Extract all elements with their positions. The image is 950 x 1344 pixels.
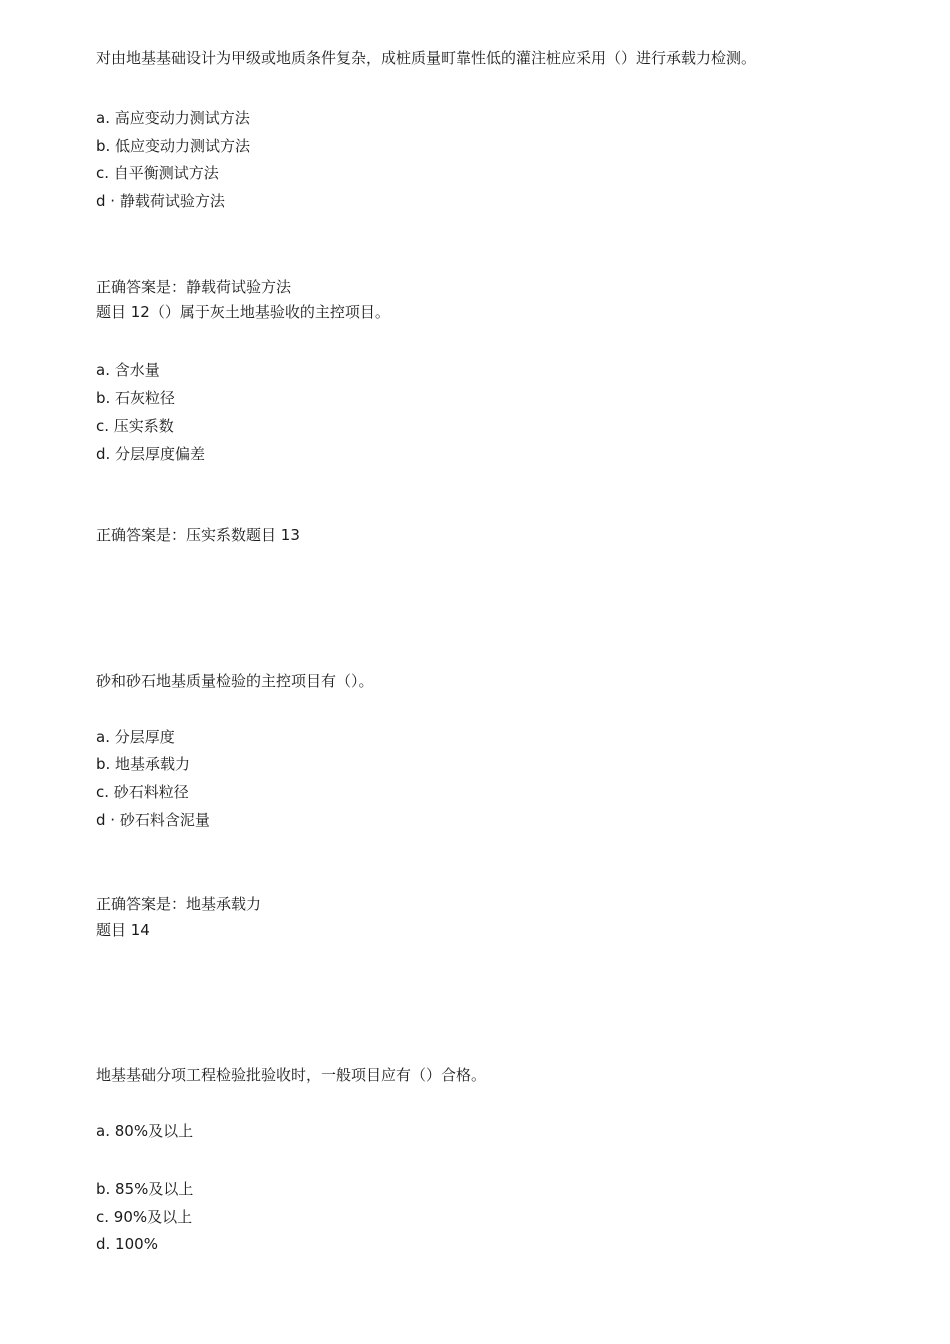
option-b: b. 低应变动力测试方法	[96, 137, 251, 155]
question-stem: 砂和砂石地基质量检验的主控项目有（）。	[96, 672, 374, 690]
option-c: c. 砂石料粒径	[96, 783, 189, 801]
option-c: c. 自平衡测试方法	[96, 164, 219, 182]
question-stem: 地基基础分项工程检验批验收时，一般项目应有（）合格。	[96, 1066, 487, 1084]
option-d: d · 静载荷试验方法	[96, 192, 225, 210]
option-c: c. 压实系数	[96, 417, 174, 435]
option-b: b. 地基承载力	[96, 755, 191, 773]
question-title: 题目 14	[96, 921, 150, 939]
option-d: d. 100%	[96, 1235, 158, 1253]
correct-answer: 正确答案是：地基承载力	[96, 895, 262, 913]
option-b: b. 85%及以上	[96, 1180, 194, 1198]
option-d: d · 砂石料含泥量	[96, 811, 210, 829]
option-d: d. 分层厚度偏差	[96, 445, 206, 463]
option-a: a. 80%及以上	[96, 1122, 194, 1140]
option-c: c. 90%及以上	[96, 1208, 193, 1226]
option-a: a. 高应变动力测试方法	[96, 109, 250, 127]
correct-answer: 正确答案是：静载荷试验方法	[96, 278, 292, 296]
option-a: a. 含水量	[96, 361, 160, 379]
correct-answer: 正确答案是：压实系数题目 13	[96, 526, 300, 544]
option-a: a. 分层厚度	[96, 728, 175, 746]
option-b: b. 石灰粒径	[96, 389, 176, 407]
question-stem: 题目 12（）属于灰土地基验收的主控项目。	[96, 303, 390, 321]
question-stem: 对由地基基础设计为甲级或地质条件复杂，成桩质量町靠性低的灌注桩应采用（）进行承载力检测。	[96, 49, 757, 67]
